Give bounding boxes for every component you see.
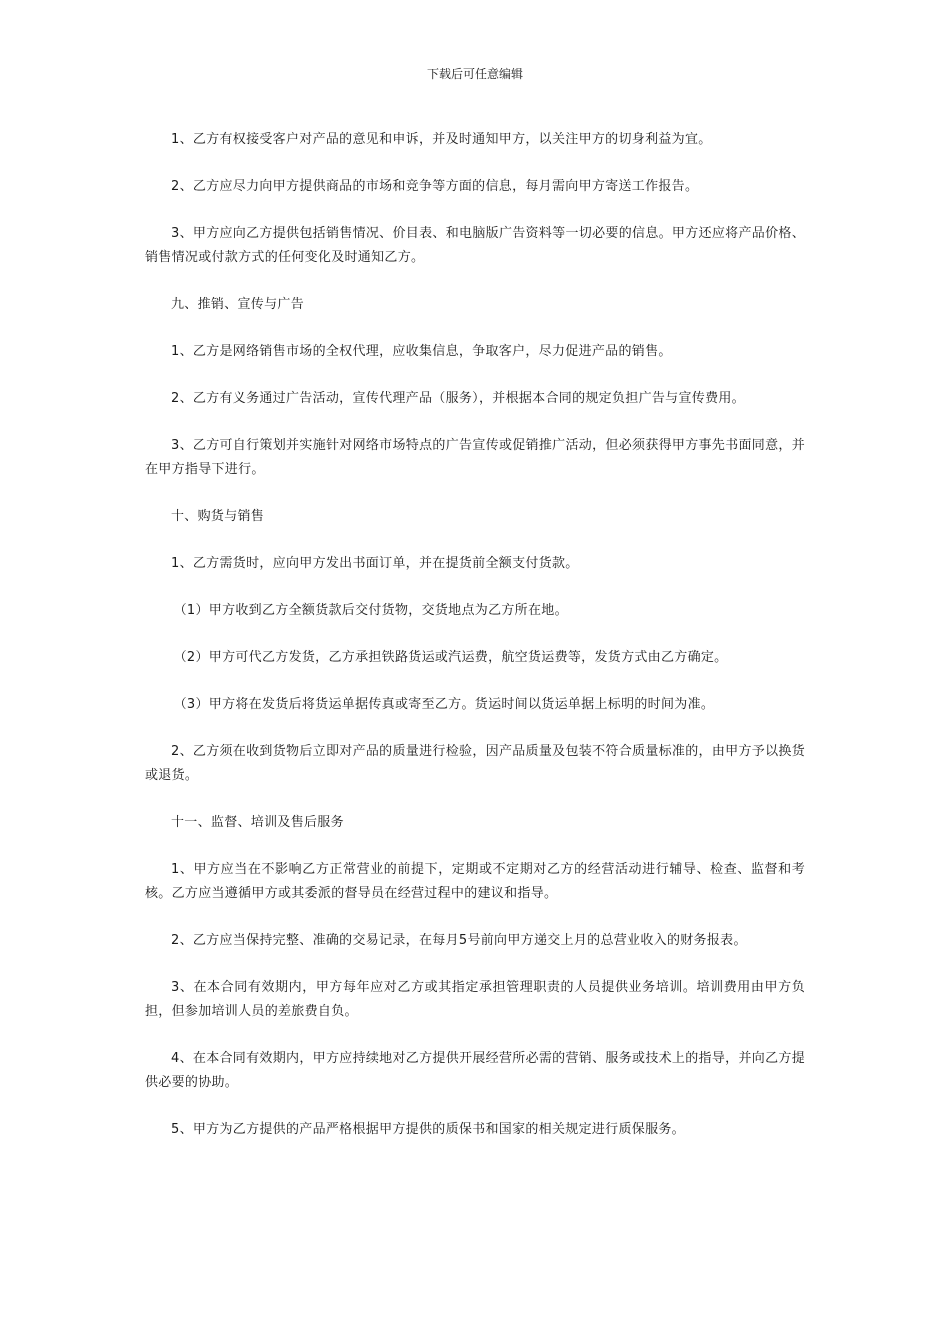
clause-paragraph: 4、在本合同有效期内，甲方应持续地对乙方提供开展经营所必需的营销、服务或技术上的指导，并向乙方提供必要的协助。	[145, 1051, 805, 1090]
clause-paragraph: 3、甲方应向乙方提供包括销售情况、价目表、和电脑版广告资料等一切必要的信息。甲方还应将产品价格、销售情况或付款方式的任何变化及时通知乙方。	[145, 226, 805, 265]
clause-paragraph: 2、乙方有义务通过广告活动，宣传代理产品（服务），并根据本合同的规定负担广告与宣传费用。	[171, 391, 745, 406]
section-heading: 十、购货与销售	[171, 509, 265, 524]
clause-paragraph: 5、甲方为乙方提供的产品严格根据甲方提供的质保书和国家的相关规定进行质保服务。	[171, 1122, 685, 1137]
clause-paragraph: 2、乙方应当保持完整、准确的交易记录，在每月5号前向甲方递交上月的总营业收入的财务报表。	[171, 933, 747, 948]
page-header: 下载后可任意编辑	[426, 67, 523, 81]
clause-paragraph: 1、乙方需货时，应向甲方发出书面订单，并在提货前全额支付货款。	[171, 556, 579, 571]
clause-paragraph: 2、乙方须在收到货物后立即对产品的质量进行检验，因产品质量及包装不符合质量标准的，由甲方予以换货或退货。	[145, 744, 805, 783]
sub-clause-paragraph: （3）甲方将在发货后将货运单据传真或寄至乙方。货运时间以货运单据上标明的时间为准。	[173, 697, 715, 712]
clause-paragraph: 1、甲方应当在不影响乙方正常营业的前提下，定期或不定期对乙方的经营活动进行辅导、检查、监督和考核。乙方应当遵循甲方或其委派的督导员在经营过程中的建议和指导。	[145, 862, 805, 901]
sub-clause-paragraph: （2）甲方可代乙方发货，乙方承担铁路货运或汽运费，航空货运费等，发货方式由乙方确定。	[173, 650, 728, 665]
clause-paragraph: 1、乙方是网络销售市场的全权代理，应收集信息，争取客户，尽力促进产品的销售。	[171, 344, 672, 359]
document-body	[145, 128, 805, 1165]
clause-paragraph: 3、在本合同有效期内，甲方每年应对乙方或其指定承担管理职责的人员提供业务培训。培训费用由甲方负担，但参加培训人员的差旅费自负。	[145, 980, 805, 1019]
section-heading: 十一、监督、培训及售后服务	[171, 815, 344, 830]
sub-clause-paragraph: （1）甲方收到乙方全额货款后交付货物，交货地点为乙方所在地。	[173, 603, 568, 618]
section-heading: 九、推销、宣传与广告	[171, 297, 305, 312]
clause-paragraph: 3、乙方可自行策划并实施针对网络市场特点的广告宣传或促销推广活动，但必须获得甲方事先书面同意，并在甲方指导下进行。	[145, 438, 805, 477]
clause-paragraph: 1、乙方有权接受客户对产品的意见和申诉，并及时通知甲方，以关注甲方的切身利益为宜。	[171, 132, 712, 147]
clause-paragraph: 2、乙方应尽力向甲方提供商品的市场和竞争等方面的信息，每月需向甲方寄送工作报告。	[171, 179, 699, 194]
